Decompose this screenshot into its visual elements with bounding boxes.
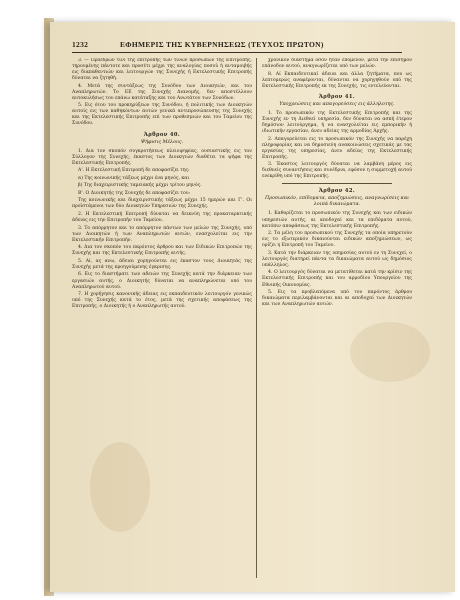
page-header [72,40,402,53]
section-rule [282,183,392,184]
paragraph: Α'. Η Εκτελεστική Επιτροπή δε αποφασίζει της: [78,168,190,174]
paragraph: 8. Αί Εκπαιδευτικαί άδειαι και άλλα ζητήματα, που ως λεπτομερώς αναφέρονται, δύνανται να χορηγηθούν υπό της Εκτελεστικής Επιτροπής εκ της Συνεχής, τις εντελεύονται. [262,71,412,89]
column-divider [256,58,257,578]
paragraph: 3. Το απόρρητον και το απόρρητον πάντων των μελών της Συνεχής, υπό των Διοικητών ή των Αναπληρωτών αυτών, ενασχολείται εις την Εκτελεστικήν Επιτροπήν. [72,225,252,243]
paragraph: 4. Ο λειτουργός δύναται να μετατίθεται κατά την κρίσιν της Εκτελεστικής Επιτροπής και του αρμοδίου Υπουργείου της Εθνικής Οικονομίας. [262,270,412,288]
paragraph: β) Της διαχειριστικής ταμειακής μέχρι τρίτου μηνός. [78,183,202,189]
paragraph: 3. Έκαστος λειτουργός δύναται να λαμβάνη μέρος εις διεθνείς συναντήσεις και συνέδρια, εφόσον η συμμετοχή αυτού ενεκρίθη υπό της Επιτροπής. [262,162,412,180]
page-number: 1232 [72,40,89,49]
paragraph: χρονικόν διάστημα όσον ήταν επόμενον, μετά την επίσημον επάνοδον αυτού, αναγνωρίζεται υπό των μελών. [262,58,412,70]
article-41-heading: Άρθρον 41. [318,93,356,100]
paragraph: 6. Εις το διαστήματι των αδειών της Συνεχής κατά την διάρκειαν των εργασιών αυτής, ο Διοικητής δύναται να αναπληρώνεται υπό του Αναπληρωτού αυτού. [72,272,252,290]
paragraph: 4. Δια τον σκοπόν του παρόντος άρθρου και των Ειδικών Επιτροπών της Συνεχής και της Εκτελεστικής Επιτροπής αυτής. [72,245,252,257]
left-column [72,58,252,588]
paragraph: α) Της κοινωνικής τάξεως μέχρι ένα μηνός, και [78,175,190,181]
article-41-subheading: Υποχρεώσεις και απαγορεύσεις εις άλληλοτης. [279,101,395,107]
paragraph: 2. Απαγορεύεται εις το προσωπικόν της Συνεχής να παρέχη πληροφορίας και να δημοσιεύη ανακοινώσεις σχετικάς με τας εργασίας της υπηρεσίας, άνευ αδείας της Εκτελεστικής Επιτροπής. [262,136,412,160]
paragraph: 1. Το προσωπικόν της Εκτελεστικής Επιτροπής και της Συνεχής εν τη Διεθνεί υπηρεσία, δεν δύναται να ασκή έτερον δημόσιον λειτούργημα, ή να ενασχολείται εις εμπορικήν ή ιδιωτικήν εργασίαν, άνευ αδείας της αρμοδίας Αρχής. [262,110,412,134]
paragraph: 4. Μετά της συντάξεως της Συνόδου των Διοικητών, και του Αναπληρωτών. Το ΕΕ της Συνεχής Διανομής, δεν αποστέλλουν αυτοκυλήσως του επάνω κατάταξης και του Ανωτάτου των Συνόδων. [72,83,252,101]
paragraph: 3. Κατά την διάρκειαν της υπηρεσίας αυτού εν τη Συνεχεί, ο λειτουργός διατηρεί πάντα τα δικαιώματα αυτού ως δημόσιος υπάλληλος. [262,250,412,268]
paragraph: 2. Τα μέλη του προσωπικού της Συνεχής τα οποία υπηρετούν εις το εξωτερικόν δικαιούνται ειδικών αποζημιώσεων, ως ορίζει η Επιτροπή του Ταμείου. [262,231,412,249]
paragraph: 1. Καθορίζεται το προσωπικόν της Συνεχής και των ειδικών υπηρεσιών αυτής, αι αποδοχαί και τα επιδόματα αυτού, κατόπιν αποφάσεως της Εκτελεστικής Επιτροπής. [262,211,412,229]
paragraph: 3. — Προέδρων τινί της επιτροπής των τινών προσώπων της Επιτροπής, τηρουμένης πάντοτε και προσέτι μέχρι της αναλογίας ποσού ή ανταμοιβής εις διαπαθεντιών και λειτουργών της Συνεχής ή Εκτελεστικής Επιτροπής δύναται να ζητηθή. [72,58,252,82]
article-42-heading: Άρθρον 42. [318,188,356,195]
right-column [262,58,412,588]
paragraph: Β'. Ο Διοικητής της Συνεχής δε αποφασίζει του: [78,190,191,196]
paragraph: 1. Δια τον σκοπόν συγκροτήσεως πλειοψηφίας, ουσιαστικής εις τον Σύλλογον της Συνεχής, έκαστος των Διοικητών διαθέτει τα ψήφα της Εκτελεστικής Επιτροπής. [72,148,252,166]
paragraph: 2. Η Εκτελεστική Επιτροπή δύναται να δεικνύη της προκαταρκτικής άδειας εις την Επιτροπήν του Ταμείου. [72,212,252,224]
paragraph: 5. Εις ότου του προκηρύξεων της Συνόδου, ή πολιτικής των Διοικητών αυτοίς εις των καθηκόντων αυτών γενικά αντιπροσώπευσης της Συνεχής και της Εκτελεστικής Επιτροπής επί των προθεσμιών και του Ταμείου της Συνόδου. [72,103,252,127]
article-42-subheading: Προσωπικόν, επίδοματα, αποζημιώσεις, αναγνωρίσεις και λοιπά δικαιώματα. [265,196,409,208]
paragraph: 5. Αί, ας ανω, άδειαι χορηγούνται εις έκαστον τους Διοικητάς της Συνεχής μετά της προηγούμενης έγκρισης. [72,258,252,270]
paragraph: 7. Η χορήγησις κανονικής άδειας εις εκπαιδευτικόν λειτουργόν γενικώς υπό της Συνεχής κατά το έτος, μετά της σχετικής αποφάσεως της Επιτροπής, ο Διοικητής ή ο Αναπληρωτής αυτού. [72,292,252,310]
article-40-heading: Άρθρον 40. [143,131,181,138]
paragraph: Της κοινωνικής και διαχειριστικής τάξεως μέχρι 15 ημερών και Γ'. Οι προϊστάμενοι των δύο Διοικητών Υπηρεσιών της Συνεχής. [72,198,252,210]
article-40-subheading: Ψήφισις Μέλους. [140,139,184,145]
paragraph: 5. Εις τα προβλεπόμενα υπό του παρόντος άρθρου δικαιώματα περιλαμβάνονται και αι αποδοχαί των Διοικητών και των Αναπληρωτών αυτών. [262,290,412,308]
gazette-title: ΕΦΗΜΕΡΙΣ ΤΗΣ ΚΥΒΕΡΝΗΣΕΩΣ (ΤΕΥΧΟΣ ΠΡΩΤΟΝ) [120,40,324,49]
